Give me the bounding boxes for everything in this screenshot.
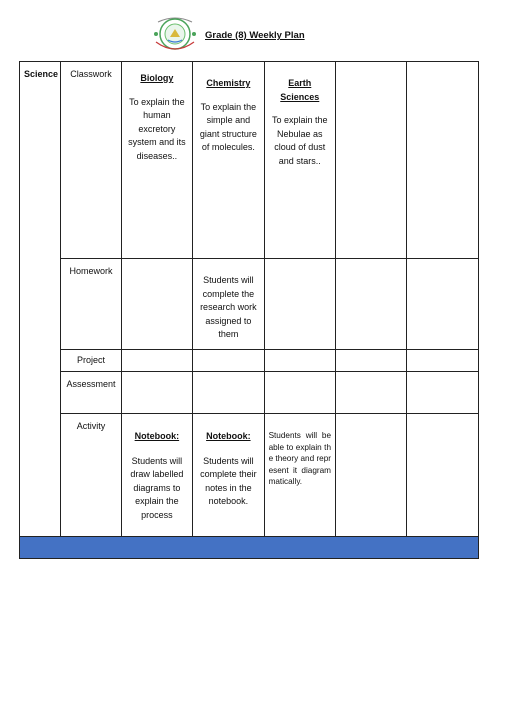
- cell-heading: Notebook:: [134, 431, 180, 441]
- empty-cell: [121, 372, 192, 414]
- homework-cell: [193, 259, 264, 350]
- row-label-assessment: Assessment: [66, 379, 116, 389]
- row-label-cell: [61, 414, 121, 537]
- empty-cell: [407, 259, 479, 350]
- empty-cell: [264, 259, 335, 350]
- empty-cell: [407, 372, 479, 414]
- row-label-classwork: Classwork: [70, 69, 112, 79]
- empty-cell: [336, 350, 407, 372]
- activity-cell-theory: [264, 414, 335, 537]
- empty-cell: [407, 350, 479, 372]
- row-label-activity: Activity: [76, 421, 106, 431]
- cell-heading: Biology: [140, 73, 174, 83]
- empty-cell: [336, 372, 407, 414]
- empty-cell: [264, 372, 335, 414]
- table-row-assessment: [20, 372, 479, 414]
- cell-text: To explain the Nebulae as cloud of dust and stars..: [272, 115, 328, 166]
- table-row-homework: [20, 259, 479, 350]
- empty-cell: [121, 259, 192, 350]
- empty-cell: [264, 350, 335, 372]
- row-label-cell: [61, 372, 121, 414]
- empty-cell: [121, 350, 192, 372]
- empty-cell: [336, 259, 407, 350]
- school-crest-logo: [150, 12, 200, 54]
- row-label-project: Project: [76, 355, 105, 365]
- cell-heading: Notebook:: [206, 431, 251, 441]
- activity-cell-notebook-2: [193, 414, 264, 537]
- classwork-cell-chemistry: [193, 62, 264, 259]
- footer-color-bar: [20, 537, 479, 559]
- activity-cell-notebook-1: [121, 414, 192, 537]
- cell-text: To explain the simple and giant structure of molecules.: [199, 101, 257, 152]
- subject-cell: [20, 62, 61, 537]
- empty-cell: [193, 372, 264, 414]
- footer-bar-cell: [20, 537, 479, 559]
- cell-heading: Chemistry: [206, 78, 251, 88]
- cell-text: Students will complete their notes in the notebook.: [200, 455, 257, 506]
- empty-cell: [193, 350, 264, 372]
- table-row-activity: [20, 414, 479, 537]
- weekly-plan-table: [19, 61, 479, 559]
- empty-cell: [407, 62, 479, 259]
- subject-label: Science: [24, 69, 59, 79]
- row-label-cell: [61, 62, 121, 259]
- cell-heading: Earth Sciences: [280, 78, 320, 102]
- cell-text: Students will be able to explain the theory and represent it diagrammatically.: [268, 431, 332, 486]
- cell-text: To explain the human excretory system and its diseases..: [128, 96, 186, 161]
- classwork-cell-earth-sciences: [264, 62, 335, 259]
- cell-text: Students will draw labelled diagrams to explain the process: [130, 455, 184, 520]
- empty-cell: [336, 414, 407, 537]
- row-label-cell: [61, 350, 121, 372]
- table-row-project: [20, 350, 479, 372]
- cell-text: Students will complete the research work assigned to them: [200, 275, 257, 339]
- table-row-classwork: [20, 62, 479, 259]
- row-label-cell: [61, 259, 121, 350]
- empty-cell: [407, 414, 479, 537]
- row-label-homework: Homework: [69, 266, 113, 276]
- page-title: Grade (8) Weekly Plan: [205, 30, 305, 41]
- classwork-cell-biology: [121, 62, 192, 259]
- empty-cell: [336, 62, 407, 259]
